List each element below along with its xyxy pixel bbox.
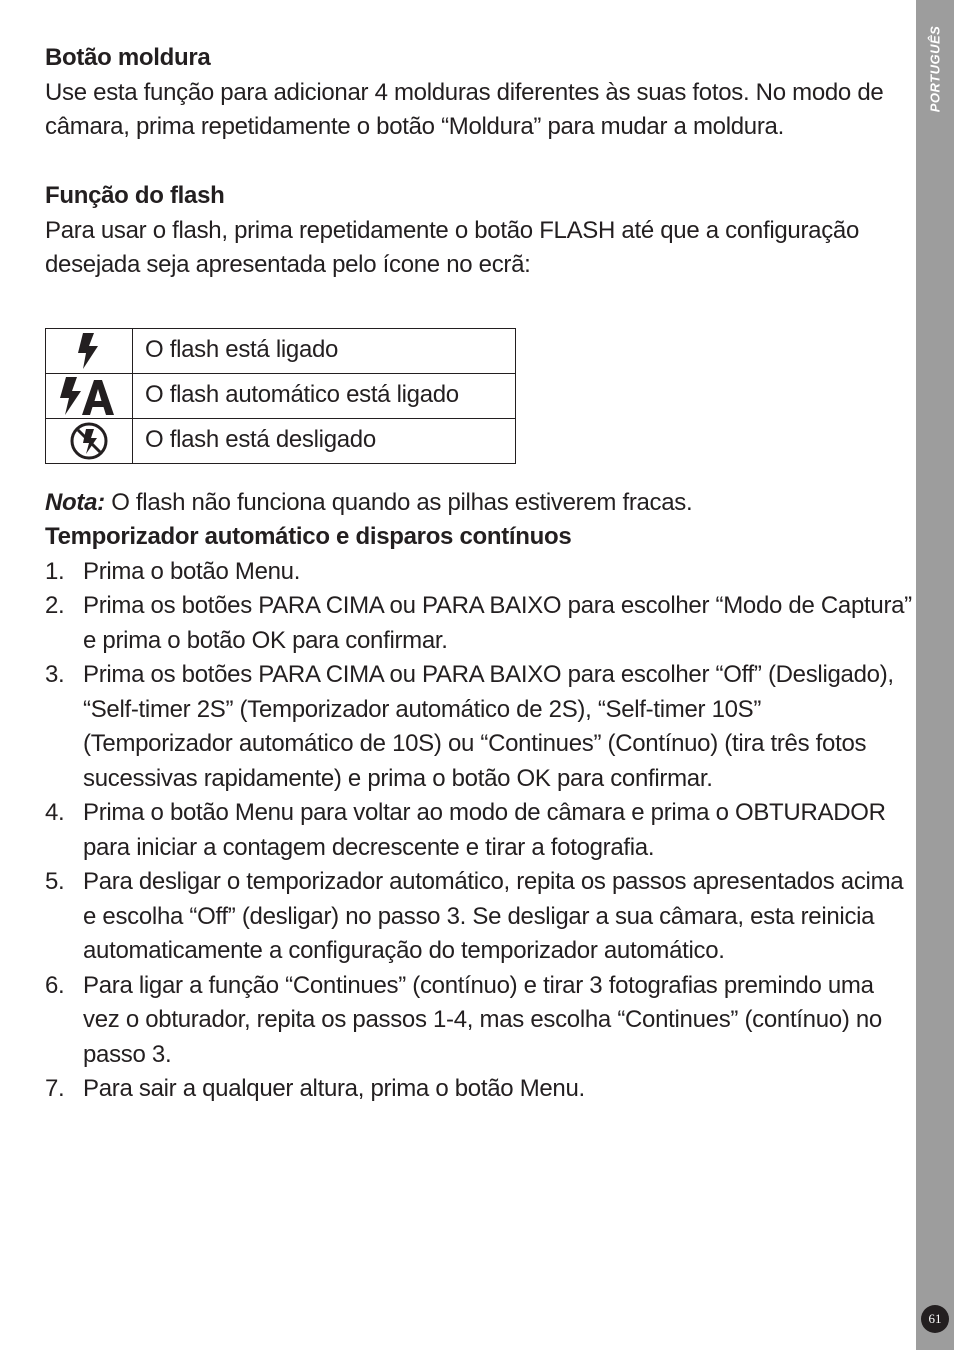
step-text: Prima os botões PARA CIMA ou PARA BAIXO para escolher “Off” (Desligado), “Self-timer 2S” (Temporizador automático de 2S), “Self-timer 10S” (Temporizador automático de 10S) ou “Continues” (Contínuo) (tira três fotos sucessivas rapidamente) e prima o botão OK para confirmar.: [83, 661, 894, 792]
list-item: [45, 969, 913, 1073]
note-text: O flash não funciona quando as pilhas estiverem fracas.: [104, 488, 693, 516]
timer-section: [45, 520, 913, 1107]
step-text: Para desligar o temporizador automático, repita os passos apresentados acima e escolha “Off” (desligar) no passo 3. Se desligar a sua câmara, esta reinicia automaticamente a configuração do temporizador automático.: [83, 868, 904, 964]
flash-row-off: [46, 418, 516, 463]
flash-off-label: O flash está desligado: [133, 418, 516, 463]
step-number: 2.: [45, 592, 65, 619]
frame-body: Use esta função para adicionar 4 molduras diferentes às suas fotos. No modo de câmara, prima repetidamente o botão “Moldura” para mudar a moldura.: [45, 78, 884, 140]
step-text: Prima o botão Menu para voltar ao modo de câmara e prima o OBTURADOR para iniciar a contagem decrescente e tirar a fotografia.: [83, 799, 886, 861]
step-number: 1.: [45, 557, 65, 585]
step-number: 3.: [45, 661, 65, 688]
list-item: [45, 865, 913, 969]
timer-heading: Temporizador automático e disparos contínuos: [45, 523, 572, 550]
list-item: [45, 796, 913, 865]
language-label: PORTUGUÊS: [927, 25, 943, 113]
step-text: Para sair a qualquer altura, prima o botão Menu.: [83, 1075, 585, 1102]
flash-mode-table: [45, 328, 516, 464]
flash-auto-label: O flash automático está ligado: [133, 373, 516, 418]
language-sidebar: [916, 0, 954, 1350]
step-text: Prima os botões PARA CIMA ou PARA BAIXO para escolher “Modo de Captura” e prima o botão OK para confirmar.: [83, 592, 912, 654]
frame-section: [45, 41, 913, 145]
flash-auto-icon: [46, 373, 133, 418]
step-number: 6.: [45, 971, 65, 999]
page-number: 61: [921, 1305, 949, 1333]
flash-row-auto: [46, 373, 516, 418]
step-number: 5.: [45, 868, 65, 895]
note: [45, 486, 913, 521]
timer-steps: [45, 555, 913, 1107]
flash-row-on: [46, 328, 516, 373]
note-label: Nota:: [45, 488, 105, 516]
step-text: Para ligar a função “Continues” (contínuo) e tirar 3 fotografias premindo uma vez o obturador, repita os passos 1-4, mas escolha “Continues” (contínuo) no passo 3.: [83, 971, 882, 1068]
flash-heading: Função do flash: [45, 182, 225, 209]
list-item: [45, 555, 913, 590]
list-item: [45, 658, 913, 796]
flash-body: Para usar o flash, prima repetidamente o botão FLASH até que a configuração desejada seja apresentada pelo ícone no ecrã:: [45, 216, 859, 278]
step-number: 4.: [45, 799, 65, 826]
frame-heading: Botão moldura: [45, 44, 211, 71]
step-text: Prima o botão Menu.: [83, 557, 301, 585]
page-content: [45, 41, 913, 1107]
flash-on-icon: [46, 328, 133, 373]
list-item: [45, 589, 913, 658]
step-number: 7.: [45, 1075, 65, 1102]
flash-on-label: O flash está ligado: [133, 328, 516, 373]
flash-section: [45, 179, 913, 520]
list-item: [45, 1072, 913, 1107]
flash-off-icon: [46, 418, 133, 463]
